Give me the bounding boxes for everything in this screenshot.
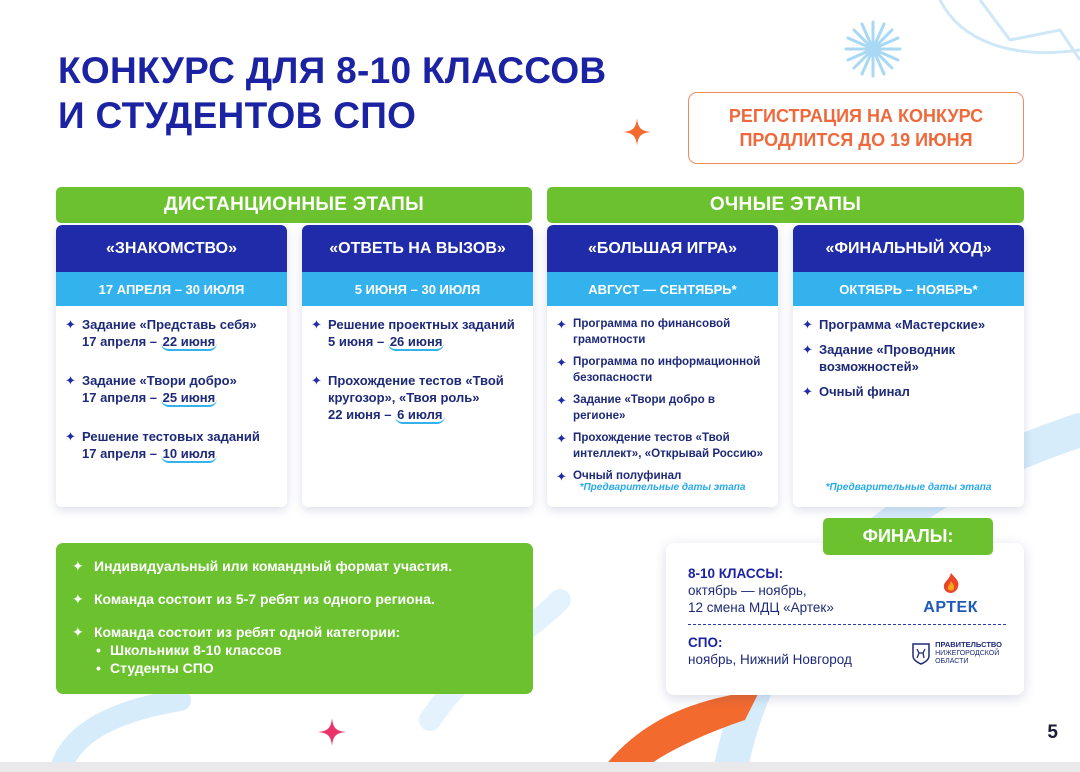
registration-line-1: РЕГИСТРАЦИЯ НА КОНКУРС [728, 106, 984, 126]
list-item [311, 372, 525, 423]
snowflake-icon [842, 18, 904, 80]
footer-strip [0, 762, 1080, 772]
item-text: Очный полуфинал [573, 469, 682, 482]
artek-logo: АРТЕК [923, 572, 978, 617]
divider [688, 624, 1006, 625]
item-text: Задание «Проводник возможностей» [819, 342, 956, 374]
card-dates: ОКТЯБРЬ – НОЯБРЬ* [793, 272, 1024, 306]
item-text: Задание «Твори добро» [82, 373, 237, 388]
list-item [556, 430, 770, 461]
card-title: «ЗНАКОМСТВО» [56, 225, 287, 272]
list-item [65, 316, 279, 350]
star-bullet-icon: ✦ [311, 373, 322, 388]
registration-line-2: ПРОДЛИТСЯ ДО 19 ИЮНЯ [739, 130, 973, 150]
pink-sparkle-icon [318, 717, 346, 747]
star-bullet-icon: ✦ [802, 342, 813, 357]
card-title: «БОЛЬШАЯ ИГРА» [547, 225, 778, 272]
finals-box [666, 543, 1024, 695]
inperson-stages-header: ОЧНЫЕ ЭТАПЫ [547, 187, 1024, 223]
star-bullet-icon: ✦ [556, 469, 567, 484]
star-bullet-icon: ✦ [311, 317, 322, 332]
item-date: 17 апреля – 25 июня [82, 390, 216, 405]
item-text: Очный финал [819, 384, 910, 399]
nizhny-novgorod-government-logo: ПРАВИТЕЛЬСТВО НИЖЕГОРОДСКОЙ ОБЛАСТИ [912, 641, 1002, 666]
card-dates: АВГУСТ — СЕНТЯБРЬ* [547, 272, 778, 306]
deer-emblem-icon [912, 643, 930, 665]
list-item [802, 383, 1016, 400]
format-item: ✦ Команда состоит из 5-7 ребят из одного региона. [72, 591, 435, 607]
item-text: Программа «Мастерские» [819, 317, 986, 332]
card-title: «ФИНАЛЬНЫЙ ХОД» [793, 225, 1024, 272]
list-item [802, 316, 1016, 333]
title-line-2: И СТУДЕНТОВ СПО [58, 95, 417, 136]
card-title: «ОТВЕТЬ НА ВЫЗОВ» [302, 225, 533, 272]
school-finals-date: октябрь — ноябрь, [688, 583, 807, 598]
list-item [556, 392, 770, 423]
stage-card-acquaintance [56, 225, 287, 507]
star-bullet-icon: ✦ [802, 317, 813, 332]
list-item [802, 341, 1016, 375]
star-bullet-icon: ✦ [556, 393, 567, 408]
stage-card-big-game [547, 225, 778, 507]
card-dates: 17 АПРЕЛЯ – 30 ИЮЛЯ [56, 272, 287, 306]
title-line-1: КОНКУРС ДЛЯ 8-10 КЛАССОВ [58, 50, 607, 91]
item-text: Задание «Представь себя» [82, 317, 257, 332]
format-item: ✦ Команда состоит из ребят одной категории: [72, 624, 401, 640]
list-item [65, 428, 279, 462]
format-item: ✦ Индивидуальный или командный формат участия. [72, 558, 453, 574]
finals-label: ФИНАЛЫ: [823, 518, 993, 555]
item-date: 5 июня – 26 июня [328, 334, 443, 349]
star-bullet-icon: ✦ [65, 317, 76, 332]
star-bullet-icon: ✦ [65, 429, 76, 444]
item-text: Программа по финансовой грамотности [573, 317, 731, 346]
list-item [556, 316, 770, 347]
spo-finals-heading: СПО: [688, 635, 723, 650]
list-item [556, 354, 770, 385]
star-bullet-icon: ✦ [556, 317, 567, 332]
stage-card-challenge [302, 225, 533, 507]
star-bullet-icon: ✦ [65, 373, 76, 388]
school-finals-venue: 12 смена МДЦ «Артек» [688, 600, 834, 615]
item-text: Задание «Твори добро в регионе» [573, 393, 716, 422]
page-title [58, 48, 606, 138]
school-finals-heading: 8-10 КЛАССЫ: [688, 566, 784, 581]
preliminary-dates-note: *Предварительные даты этапа [579, 482, 746, 493]
format-subitem: • Студенты СПО [96, 660, 214, 676]
orange-sparkle-icon [623, 118, 651, 146]
star-bullet-icon: ✦ [72, 591, 84, 607]
flame-icon [938, 572, 964, 594]
stage-card-final-move [793, 225, 1024, 507]
star-bullet-icon: ✦ [72, 558, 84, 574]
item-date: 22 июня – 6 июля [328, 407, 443, 422]
participation-format-box [56, 543, 533, 694]
star-bullet-icon: ✦ [802, 384, 813, 399]
item-date: 17 апреля – 22 июня [82, 334, 216, 349]
star-bullet-icon: ✦ [72, 624, 84, 640]
star-bullet-icon: ✦ [556, 355, 567, 370]
item-text: Решение проектных заданий [328, 317, 515, 332]
item-text: Программа по информационной безопасности [573, 355, 761, 384]
list-item [311, 316, 525, 350]
registration-notice [688, 92, 1024, 164]
item-text: Прохождение тестов «Твой интеллект», «Открывай Россию» [573, 431, 764, 460]
item-text: Решение тестовых заданий [82, 429, 260, 444]
item-text: Прохождение тестов «Твой кругозор», «Твоя роль» [328, 373, 504, 405]
page-number: 5 [1047, 722, 1058, 743]
spo-finals-info: ноябрь, Нижний Новгород [688, 652, 852, 667]
remote-stages-header: ДИСТАНЦИОННЫЕ ЭТАПЫ [56, 187, 532, 223]
card-dates: 5 ИЮНЯ – 30 ИЮЛЯ [302, 272, 533, 306]
star-bullet-icon: ✦ [556, 431, 567, 446]
item-date: 17 апреля – 10 июля [82, 446, 216, 461]
list-item [65, 372, 279, 406]
preliminary-dates-note: *Предварительные даты этапа [825, 482, 992, 493]
format-subitem: • Школьники 8-10 классов [96, 642, 282, 658]
